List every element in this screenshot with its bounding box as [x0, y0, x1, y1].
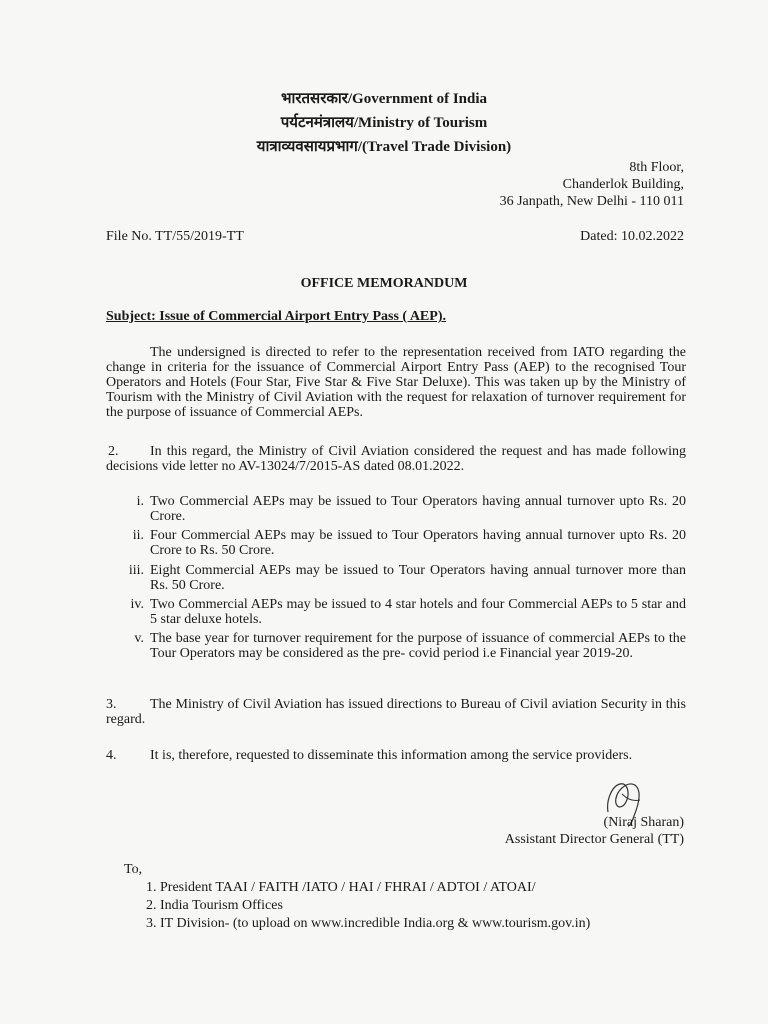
subject-line: Subject: Issue of Commercial Airport Entry Pass ( AEP).: [106, 309, 446, 324]
paragraph-2: [106, 444, 686, 474]
decision-text: Two Commercial AEPs may be issued to Tour Operators having annual turnover upto Rs. 20 Crore.: [150, 494, 686, 524]
recipient-item: 1. President TAAI / FAITH /IATO / HAI / FHRAI / ADTOI / ATOAI/: [146, 880, 536, 895]
decision-item: [106, 494, 686, 524]
document-title: OFFICE MEMORANDUM: [300, 276, 468, 291]
recipient-item: 2. India Tourism Offices: [146, 898, 283, 913]
decision-number: ii.: [132, 528, 144, 543]
paragraph-3-text: The Ministry of Civil Aviation has issued directions to Bureau of Civil aviation Security in this regard.: [106, 697, 686, 727]
header-division: यात्राव्यवसायप्रभाग/(Travel Trade Division): [256, 139, 512, 155]
signatory-name: (Niraj Sharan): [603, 815, 684, 830]
paragraph-2-text: In this regard, the Ministry of Civil Aviation considered the request and has made following decisions vide letter no AV-13024/7/2015-AS dated 08.01.2022.: [106, 444, 686, 474]
paragraph-3: [106, 697, 686, 727]
decision-item: [106, 563, 686, 593]
date: Dated: 10.02.2022: [580, 229, 684, 244]
decision-text: The base year for turnover requirement for the purpose of issuance of commercial AEPs to the Tour Operators may be considered as the pre- covid period i.e Financial year 2019-20.: [150, 631, 686, 661]
decision-item: [106, 597, 686, 627]
header-government: भारतसरकार/Government of India: [280, 91, 488, 107]
decision-number: iv.: [130, 597, 144, 612]
paragraph-2-number: 2.: [108, 444, 119, 459]
decision-number: i.: [136, 494, 144, 509]
header-ministry: पर्यटनमंत्रालय/Ministry of Tourism: [280, 115, 488, 131]
paragraph-1: The undersigned is directed to refer to the representation received from IATO regarding the change in criteria for the issuance of Commercial Airport Entry Pass (AEP) to the recognised Tour Operators and Hotels (Four Star, Five Star & Five Star Deluxe). This was taken up by the Ministry of Tourism with the Ministry of Civil Aviation with the request for relaxation of turnover requirement for the purpose of issuance of Commercial AEPs.: [106, 345, 686, 420]
file-number: File No. TT/55/2019-TT: [106, 229, 244, 244]
decision-number: iii.: [128, 563, 144, 578]
paragraph-3-number: 3.: [106, 697, 117, 712]
address-line-2: Chanderlok Building,: [562, 177, 684, 192]
address-line-1: 8th Floor,: [629, 160, 684, 175]
decision-item: [106, 528, 686, 558]
paragraph-4-number: 4.: [106, 748, 117, 763]
decision-text: Two Commercial AEPs may be issued to 4 star hotels and four Commercial AEPs to 5 star and 5 star deluxe hotels.: [150, 597, 686, 627]
paragraph-4-text: It is, therefore, requested to disseminate this information among the service providers.: [150, 748, 633, 763]
decision-item: [106, 631, 686, 661]
paragraph-4: [106, 748, 686, 763]
decision-text: Eight Commercial AEPs may be issued to Tour Operators having annual turnover more than Rs. 50 Crore.: [150, 563, 686, 593]
recipient-item: 3. IT Division- (to upload on www.incredible India.org & www.tourism.gov.in): [146, 916, 591, 931]
to-label: To,: [124, 862, 143, 877]
address-line-3: 36 Janpath, New Delhi - 110 011: [499, 194, 684, 209]
signatory-designation: Assistant Director General (TT): [504, 832, 684, 847]
decision-text: Four Commercial AEPs may be issued to Tour Operators having annual turnover upto Rs. 20 Crore to Rs. 50 Crore.: [150, 528, 686, 558]
decision-number: v.: [134, 631, 144, 646]
